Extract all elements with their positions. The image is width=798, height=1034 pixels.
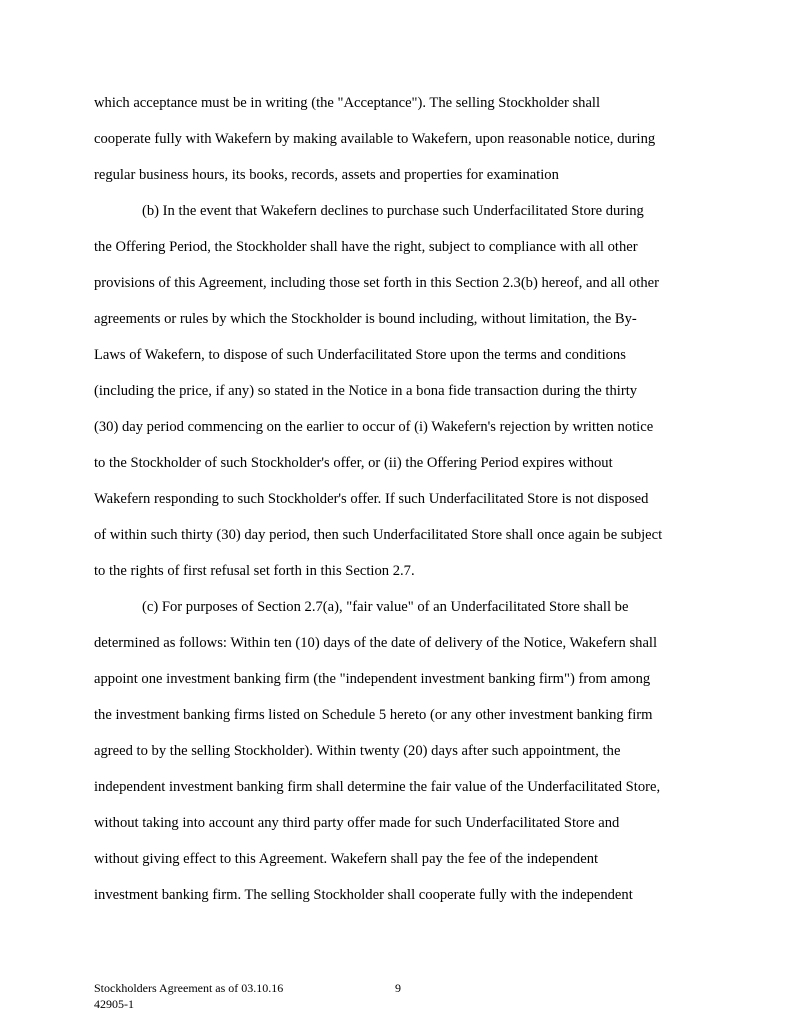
- body-line: determined as follows: Within ten (10) days of the date of delivery of the Notice, Wakefern shall: [94, 635, 658, 651]
- footer-doc-title: Stockholders Agreement as of 03.10.16: [94, 981, 284, 995]
- body-line: Wakefern responding to such Stockholder's offer. If such Underfacilitated Store is not disposed: [94, 491, 649, 507]
- body-line: regular business hours, its books, records, assets and properties for examination: [94, 167, 559, 183]
- body-line: appoint one investment banking firm (the "independent investment banking firm") from among: [94, 671, 651, 687]
- body-line: of within such thirty (30) day period, then such Underfacilitated Store shall once again be subject: [94, 527, 663, 543]
- body-line: agreements or rules by which the Stockholder is bound including, without limitation, the By-: [94, 311, 637, 327]
- body-line: which acceptance must be in writing (the "Acceptance"). The selling Stockholder shall: [94, 95, 601, 111]
- body-line: Laws of Wakefern, to dispose of such Underfacilitated Store upon the terms and conditions: [94, 347, 626, 363]
- body-line: investment banking firm. The selling Stockholder shall cooperate fully with the independent: [94, 887, 633, 903]
- paragraph-c-first-line: (c) For purposes of Section 2.7(a), "fair value" of an Underfacilitated Store shall be: [142, 599, 629, 615]
- body-line: without taking into account any third party offer made for such Underfacilitated Store and: [94, 815, 620, 831]
- body-line: the Offering Period, the Stockholder shall have the right, subject to compliance with all other: [94, 239, 638, 255]
- footer-page-number: 9: [395, 981, 401, 995]
- body-line: (including the price, if any) so stated in the Notice in a bona fide transaction during the thirty: [94, 383, 638, 399]
- body-line: independent investment banking firm shall determine the fair value of the Underfacilitated Store,: [94, 779, 661, 795]
- body-line: cooperate fully with Wakefern by making available to Wakefern, upon reasonable notice, during: [94, 131, 656, 147]
- paragraph-b-first-line: (b) In the event that Wakefern declines to purchase such Underfacilitated Store during: [142, 203, 644, 219]
- body-line: the investment banking firms listed on Schedule 5 hereto (or any other investment banking firm: [94, 707, 653, 723]
- body-line: without giving effect to this Agreement. Wakefern shall pay the fee of the independent: [94, 851, 599, 867]
- body-line: to the Stockholder of such Stockholder's offer, or (ii) the Offering Period expires without: [94, 455, 613, 471]
- body-line: to the rights of first refusal set forth in this Section 2.7.: [94, 563, 415, 579]
- body-line: agreed to by the selling Stockholder). Within twenty (20) days after such appointment, the: [94, 743, 621, 759]
- body-line: provisions of this Agreement, including those set forth in this Section 2.3(b) hereof, and all other: [94, 275, 659, 291]
- footer-doc-id: 42905-1: [94, 997, 134, 1011]
- body-line: (30) day period commencing on the earlier to occur of (i) Wakefern's rejection by written notice: [94, 419, 654, 435]
